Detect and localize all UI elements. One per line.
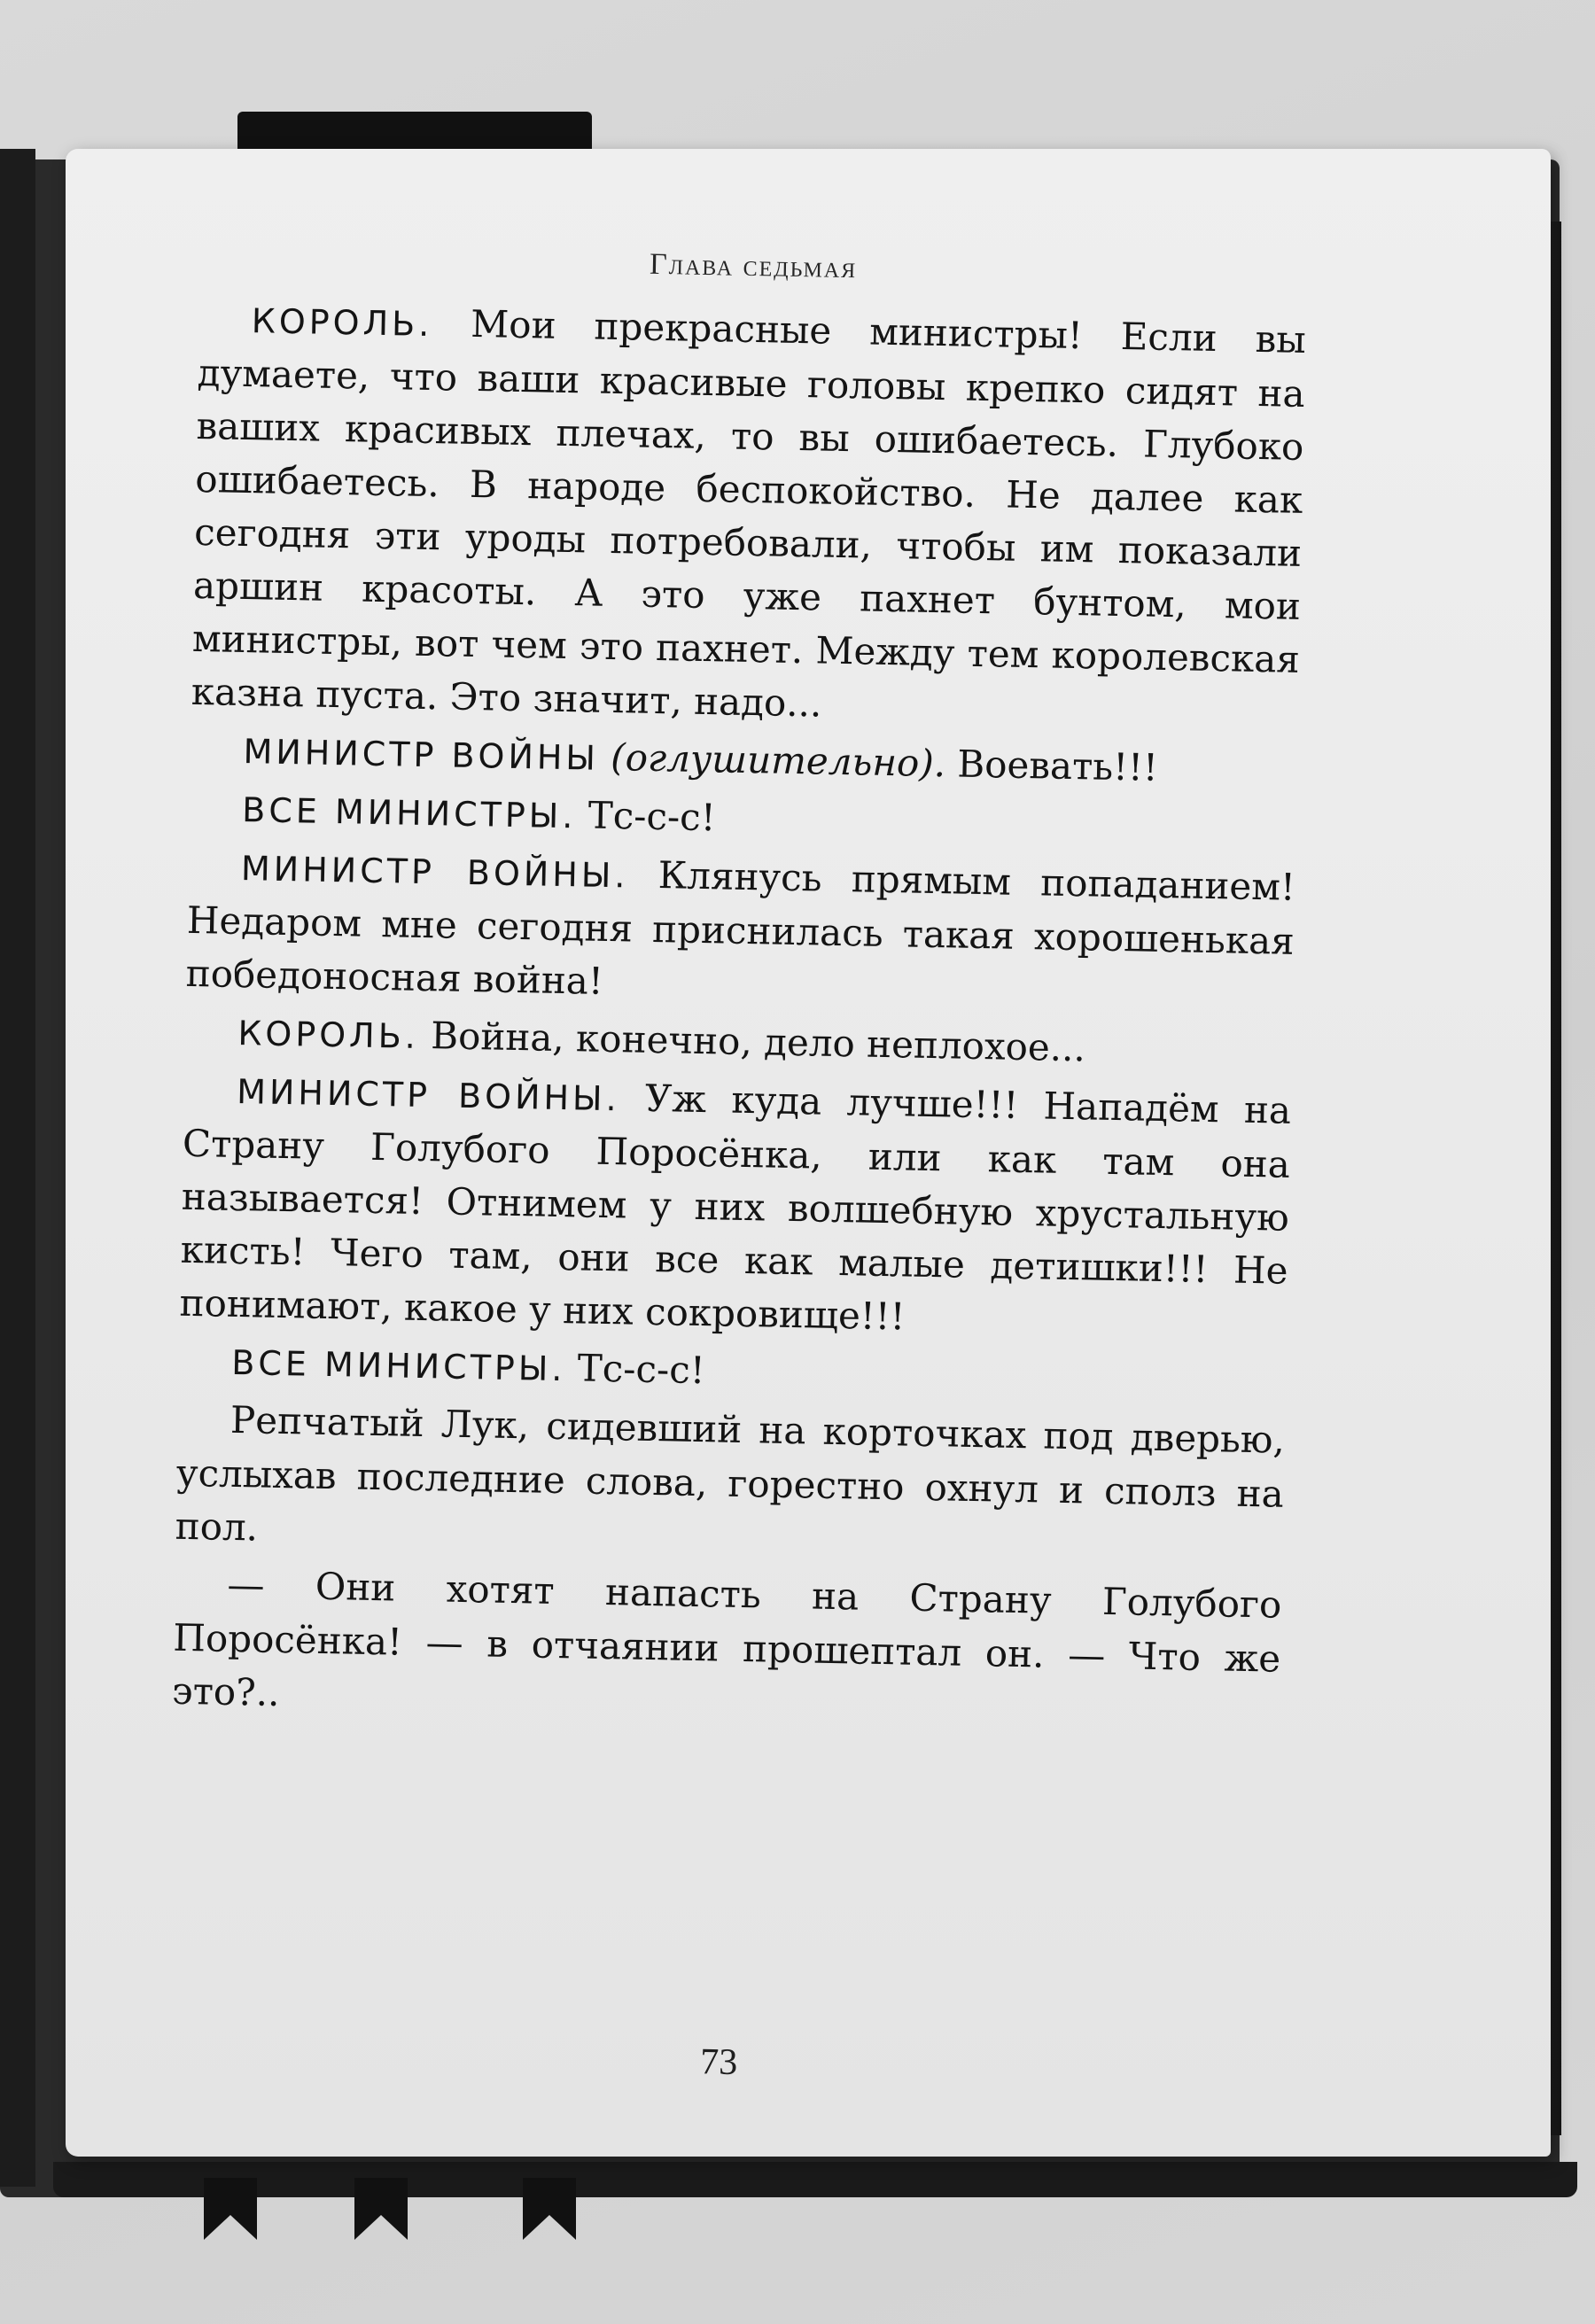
paragraph-text: Клянусь прямым попаданием! Недаром мне сегодня приснилась такая хорошенькая победоносная война! bbox=[185, 852, 1296, 1003]
paragraph bbox=[191, 292, 1306, 740]
paragraph-text: Репчатый Лук, сидевший на корточках под дверью, услыхав последние слова, горестно охнул и сполз на пол. bbox=[175, 1397, 1286, 1550]
ribbon-bookmark bbox=[204, 2178, 257, 2240]
paragraph-text: Война, конечно, дело неплохое... bbox=[418, 1013, 1086, 1070]
speaker-name: ВСЕ МИНИСТРЫ. bbox=[241, 790, 577, 836]
paragraph bbox=[179, 1063, 1292, 1351]
speaker-name: МИНИСТР ВОЙНЫ bbox=[243, 732, 600, 778]
page-number: 73 bbox=[699, 2041, 738, 2084]
paragraph bbox=[172, 1558, 1282, 1739]
speaker-name: КОРОЛЬ. bbox=[237, 1013, 420, 1056]
chapter-title: Глава седьмая bbox=[649, 247, 858, 285]
speaker-name: МИНИСТР ВОЙНЫ. bbox=[236, 1071, 621, 1119]
paragraph-text: Воевать!!! bbox=[945, 742, 1159, 789]
ribbon-bookmark bbox=[354, 2178, 408, 2240]
speaker-name: ВСЕ МИНИСТРЫ. bbox=[230, 1342, 566, 1389]
paragraph-text: Тс-с-с! bbox=[575, 793, 717, 840]
paragraph-text: Уж куда лучше!!! Нападём на Страну Голубого Поросёнка, или как там она называется! Отнимем у них волшебную хрустальную кисть! Чего там, они все как малые детишки!!! Не понимают, какое у них сокровище!!! bbox=[179, 1076, 1292, 1339]
paragraph-text: Тс-с-с! bbox=[564, 1346, 706, 1393]
ribbon-bookmark bbox=[523, 2178, 576, 2240]
cover-bottom bbox=[53, 2162, 1577, 2197]
cover-left-edge bbox=[0, 149, 35, 2187]
speaker-name: КОРОЛЬ. bbox=[251, 301, 433, 345]
paragraph-text: — Они хотят напасть на Страну Голубого Поросёнка! — в отчаянии прошептал он. — Что же это?.. bbox=[171, 1562, 1282, 1715]
paragraph bbox=[185, 840, 1295, 1022]
page-content bbox=[165, 223, 1308, 2105]
stage-direction: (оглушительно). bbox=[598, 735, 946, 786]
text-body bbox=[172, 292, 1307, 1739]
paragraph-text: Мои прекрасные министры! Если вы думаете, что ваши красивые головы крепко сидят на ваших красивых плечах, то вы ошибаетесь. Глубоко ошибаетесь. В народе беспокойство. Не далее как сегодня эти уроды потребовали, чтобы им показали аршин красоты. А это уже пахнет бунтом, мои министры, вот чем это пахнет. Между тем королевская казна пуста. Это значит, надо... bbox=[191, 301, 1307, 726]
speaker-name: МИНИСТР ВОЙНЫ. bbox=[240, 849, 629, 896]
paragraph bbox=[175, 1393, 1285, 1574]
